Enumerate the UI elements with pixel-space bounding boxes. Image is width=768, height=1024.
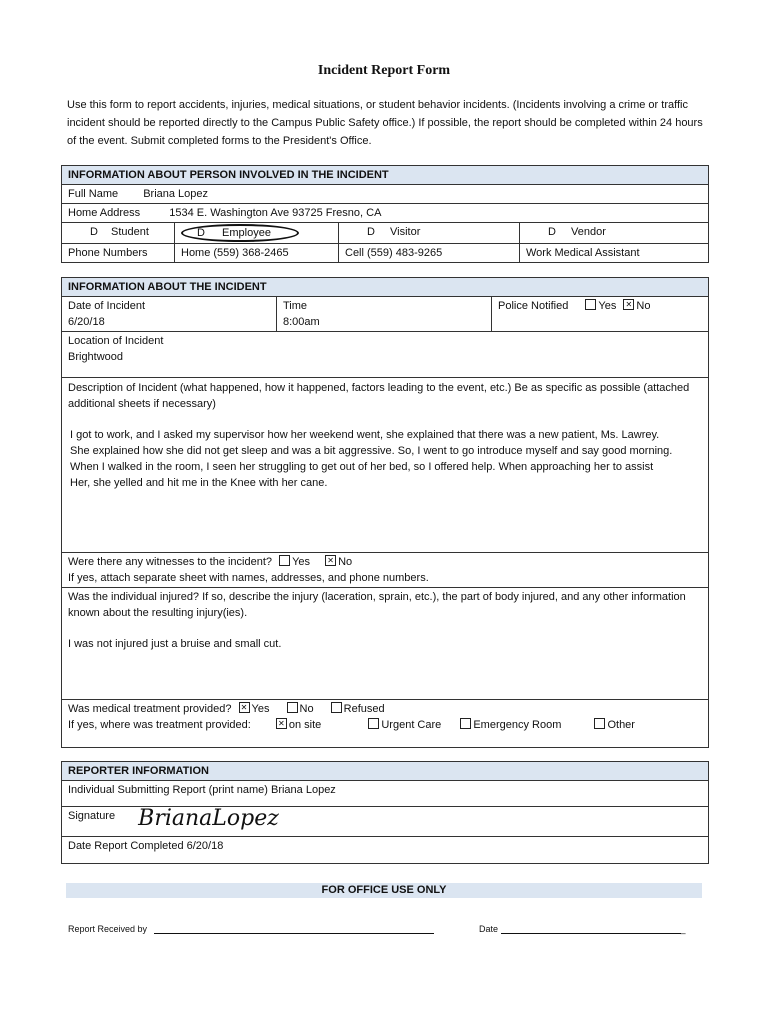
role-employee[interactable] — [175, 223, 339, 244]
description-line: When I walked in the room, I seen her struggling to get out of her bed, so I offered help. When approaching her to assist — [70, 461, 654, 473]
report-received-by-line — [68, 922, 434, 934]
role-employee-label: Employee — [222, 227, 271, 239]
witness-yes-checkbox[interactable] — [279, 555, 290, 566]
witnesses-note: If yes, attach separate sheet with names, addresses, and phone numbers. — [68, 572, 429, 584]
signature-field[interactable] — [62, 807, 709, 837]
police-no-label: No — [636, 300, 651, 312]
role-student-label: Student — [111, 226, 149, 238]
witness-no-label: No — [338, 556, 353, 568]
page-title: Incident Report Form — [317, 63, 451, 78]
witness-no-checkbox[interactable] — [325, 555, 336, 566]
reporter-section — [61, 761, 709, 864]
role-vendor[interactable] — [520, 223, 709, 244]
home-phone-field[interactable]: Home (559) 368-2465 — [175, 244, 339, 263]
treatment-field — [62, 700, 709, 748]
phone-numbers-label: Phone Numbers — [62, 244, 175, 263]
role-student[interactable] — [62, 223, 175, 244]
emergency-room-checkbox[interactable] — [460, 718, 471, 729]
role-visitor-label: Visitor — [390, 226, 421, 238]
description-line: I got to work, and I asked my supervisor how her weekend went, she explained that there was a new patient, Ms. Lawrey. — [70, 429, 660, 441]
treatment-yes-checkbox[interactable] — [239, 702, 250, 713]
role-vendor-label: Vendor — [571, 226, 606, 238]
cell-phone-field[interactable]: Cell (559) 483-9265 — [339, 244, 520, 263]
injury-answer: I was not injured just a bruise and small cut. — [68, 638, 282, 650]
description-line: Her, she yelled and hit me in the Knee with her cane. — [70, 477, 328, 489]
full-name-value: Briana Lopez — [143, 188, 209, 200]
treatment-where-question: If yes, where was treatment provided: — [68, 719, 251, 731]
witness-yes-label: Yes — [292, 556, 311, 568]
date-completed-field[interactable]: Date Report Completed 6/20/18 — [62, 837, 709, 864]
office-date-suffix: _ — [680, 924, 686, 934]
police-notified-label: Police Notified — [498, 300, 569, 312]
injury-question: Was the individual injured? If so, describe the injury (laceration, sprain, etc.), the part of body injured, and any other information known about the resulting injury(ies). — [68, 591, 686, 619]
reporter-name-field[interactable]: Individual Submitting Report (print name) Briana Lopez — [62, 781, 709, 807]
full-name-label: Full Name — [68, 188, 119, 200]
description-line: She explained how she did not get sleep and was a bit aggressive. So, I went to go introduce myself and say good morning. — [70, 445, 673, 457]
on-site-checkbox[interactable] — [276, 718, 287, 729]
date-of-incident-value: 6/20/18 — [68, 316, 105, 328]
role-employee-circle — [181, 224, 299, 242]
role-marker: D — [197, 227, 205, 239]
report-received-by-label: Report Received by — [68, 924, 148, 934]
time-label: Time — [283, 300, 308, 312]
police-yes-label: Yes — [598, 300, 617, 312]
reporter-section-header: REPORTER INFORMATION — [62, 762, 709, 781]
urgent-care-label: Urgent Care — [381, 719, 442, 731]
injury-field[interactable] — [62, 588, 709, 700]
work-field[interactable]: Work Medical Assistant — [520, 244, 709, 263]
person-section — [61, 165, 709, 263]
time-field[interactable] — [277, 297, 492, 332]
treatment-question: Was medical treatment provided? — [68, 703, 232, 715]
on-site-label: on site — [288, 719, 322, 731]
office-date-label: Date — [479, 924, 499, 934]
home-address-field[interactable] — [62, 204, 709, 223]
time-value: 8:00am — [283, 316, 320, 328]
role-marker: D — [548, 226, 556, 238]
police-no-checkbox[interactable] — [623, 299, 634, 310]
incident-section-header: INFORMATION ABOUT THE INCIDENT — [62, 278, 709, 297]
description-field[interactable] — [62, 378, 709, 553]
office-date-line — [479, 922, 686, 934]
treatment-no-label: No — [299, 703, 314, 715]
incident-section — [61, 277, 709, 748]
other-checkbox[interactable] — [594, 718, 605, 729]
home-address-value: 1534 E. Washington Ave 93725 Fresno, CA — [169, 207, 382, 219]
full-name-field[interactable] — [62, 185, 709, 204]
urgent-care-checkbox[interactable] — [368, 718, 379, 729]
location-value: Brightwood — [68, 351, 124, 363]
description-text — [68, 427, 702, 491]
intro-text: Use this form to report accidents, injuries, medical situations, or student behavior incidents. (Incidents involving a crime or traffic incident should be reported directly to the Campus Public Safety office.) If possible, the report should be completed within 24 hours of the event. Submit completed forms to the President's Office. — [67, 99, 703, 147]
role-visitor[interactable] — [339, 223, 520, 244]
witnesses-field — [62, 553, 709, 588]
treatment-yes-label: Yes — [251, 703, 270, 715]
treatment-no-checkbox[interactable] — [287, 702, 298, 713]
witnesses-question: Were there any witnesses to the incident? — [68, 556, 273, 568]
date-of-incident-label: Date of Incident — [68, 300, 146, 312]
signature-label: Signature — [68, 810, 116, 822]
treatment-refused-label: Refused — [343, 703, 385, 715]
location-field[interactable] — [62, 332, 709, 378]
police-yes-checkbox[interactable] — [585, 299, 596, 310]
treatment-refused-checkbox[interactable] — [331, 702, 342, 713]
description-label: Description of Incident (what happened, how it happened, factors leading to the event, etc.) Be as specific as possible (attached additional sheets if necessary) — [68, 382, 690, 410]
office-date-input[interactable] — [501, 922, 681, 934]
person-section-header: INFORMATION ABOUT PERSON INVOLVED IN THE INCIDENT — [62, 166, 709, 185]
date-of-incident-field[interactable] — [62, 297, 277, 332]
police-notified-field — [492, 297, 709, 332]
other-label: Other — [607, 719, 635, 731]
office-use-header: FOR OFFICE USE ONLY — [66, 883, 702, 898]
home-address-label: Home Address — [68, 207, 141, 219]
role-marker: D — [90, 226, 98, 238]
report-received-by-input[interactable] — [154, 922, 434, 934]
role-marker: D — [367, 226, 375, 238]
signature: BrianaLopez — [138, 806, 279, 831]
emergency-room-label: Emergency Room — [473, 719, 562, 731]
location-label: Location of Incident — [68, 335, 164, 347]
